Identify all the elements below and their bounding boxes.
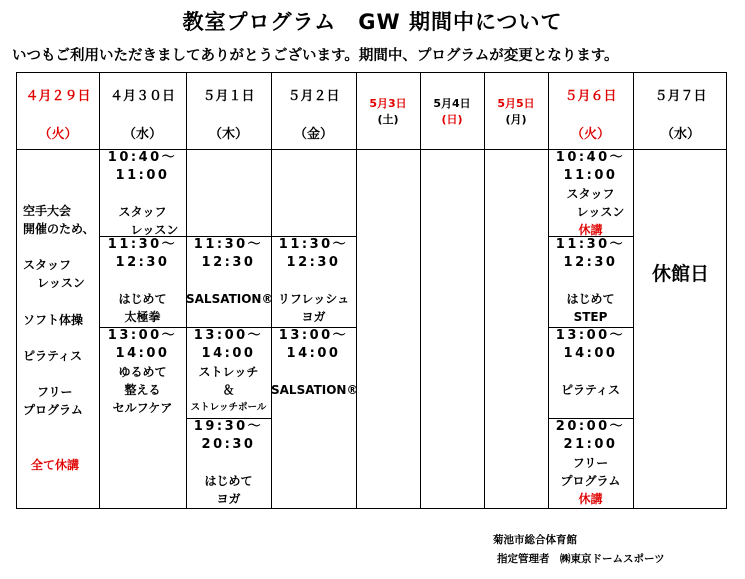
all-closed-label: 全て休講	[31, 458, 80, 472]
day-header: ５月２日 （金）	[287, 89, 340, 142]
day-header: ５月７日 （水）	[654, 89, 707, 142]
manager-name: 指定管理者 ㈱東京ドームスポーツ	[497, 553, 665, 565]
program-block: 20:00～ 21:00 フリー プログラム 休講	[555, 419, 626, 506]
day-header: ５月６日 （火）	[564, 89, 617, 142]
closed-day-label: 休館日	[651, 263, 709, 285]
closure-note: 開催のため、	[23, 222, 95, 236]
program-block: 10:40～ 11:00 スタッフ レッスン 休講	[555, 150, 626, 237]
program-block: 11:30～ 12:30 はじめて 太極拳	[107, 237, 178, 324]
closure-note: プログラム	[23, 403, 83, 417]
closure-note: レッスン	[37, 276, 85, 290]
program-block: 11:30～ 12:30 リフレッシュ ヨガ	[277, 237, 350, 324]
page-title: 教室プログラム GW 期間中について	[182, 10, 563, 34]
closure-note: フリー	[37, 385, 73, 399]
facility-name: 菊池市総合体育館	[493, 534, 577, 546]
day-header: ４月３０日 （水）	[109, 89, 175, 142]
closure-note: 空手大会	[23, 204, 72, 218]
closure-note: スタッフ	[23, 258, 72, 272]
day-header: ５月１日 （木）	[202, 89, 255, 142]
program-block: 11:30～ 12:30 SALSATION®	[186, 237, 274, 306]
program-block: 13:00～ 14:00 ピラティス	[555, 328, 626, 397]
program-block: 13:00～ 14:00 ストレッチ ＆ ストレッチポール	[190, 328, 267, 413]
program-block: 19:30～ 20:30 はじめて ヨガ	[193, 419, 264, 506]
day-header: ４月２９日 （火）	[25, 89, 91, 142]
closure-note: ソフト体操	[23, 313, 84, 327]
program-block: 10:40～ 11:00 スタッフ レッスン	[107, 150, 179, 237]
schedule-table	[16, 72, 727, 509]
program-block: 13:00～ 14:00 SALSATION®	[271, 328, 359, 397]
program-block: 13:00～ 14:00 ゆるめて 整える セルフケア	[107, 328, 178, 415]
day-header: 5月3日 (土)	[369, 97, 407, 126]
day-header: 5月5日 (月)	[497, 97, 535, 126]
day-header: 5月4日 (日)	[433, 97, 471, 126]
closure-note: ピラティス	[23, 349, 83, 363]
program-block: 11:30～ 12:30 はじめて STEP	[555, 237, 626, 324]
notice-text: いつもご利用いただきましてありがとうございます。期間中、プログラムが変更となります。	[12, 48, 619, 64]
